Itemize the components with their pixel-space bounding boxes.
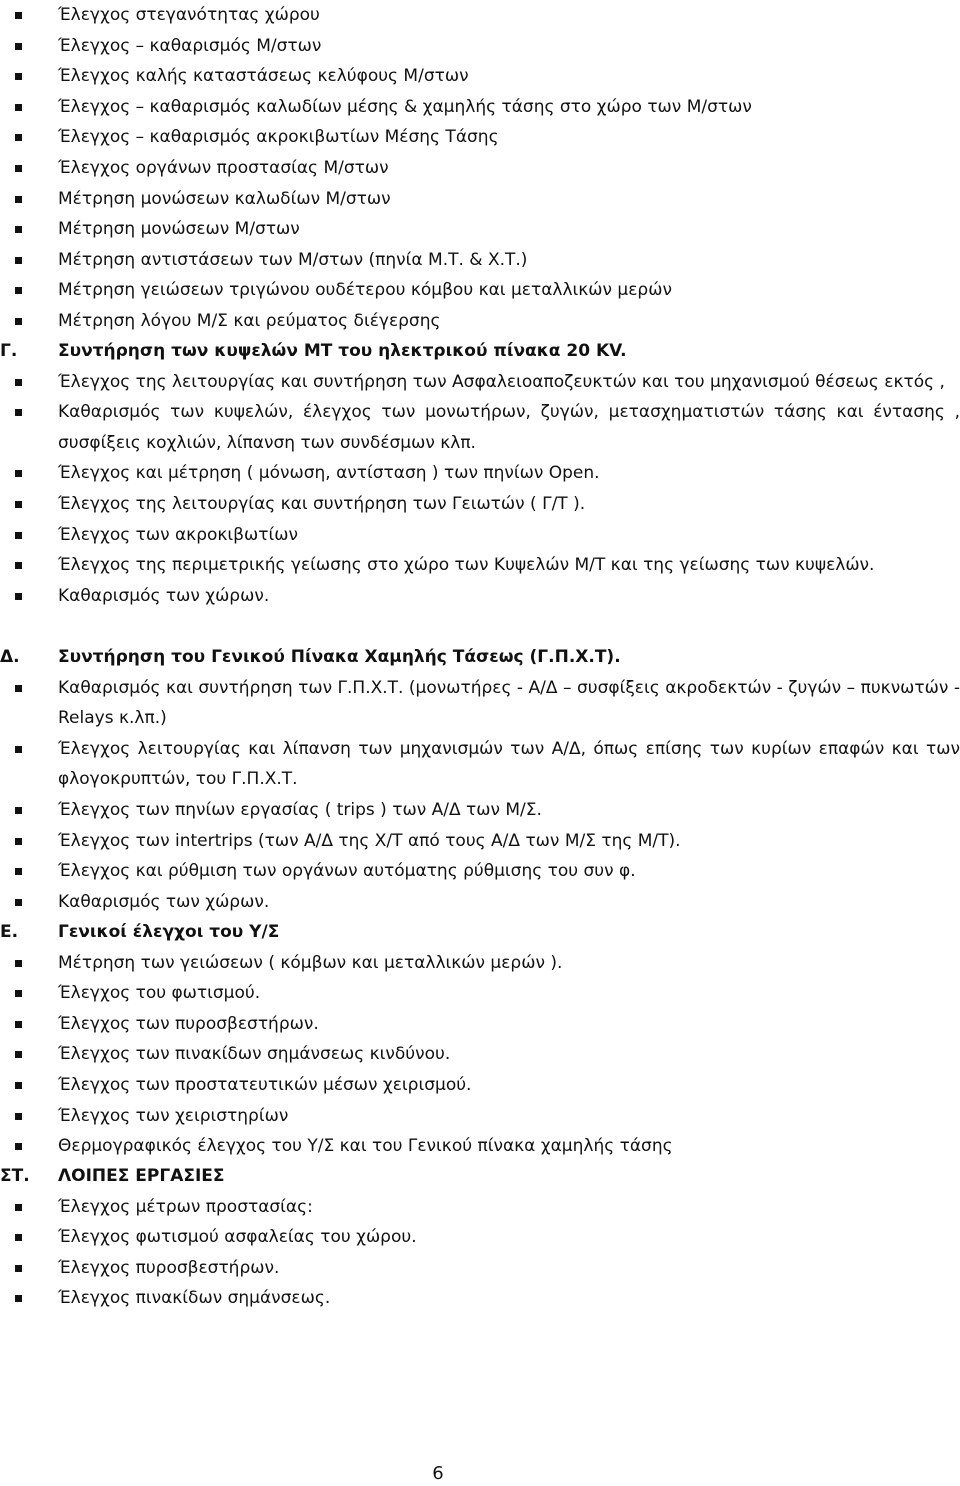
section-heading: [0, 642, 960, 673]
list-item: Έλεγχος στεγανότητας χώρου: [0, 0, 960, 31]
square-bullet-icon: [15, 838, 22, 845]
list-item: Μέτρηση γειώσεων τριγώνου ουδέτερου κόμβου και μεταλλικών μερών: [0, 275, 960, 306]
list-item: Έλεγχος λειτουργίας και λίπανση των μηχανισμών των Α/Δ, όπως επίσης των κυρίων επαφών και των φλογοκρυπτών, του Γ.Π.Χ.Τ.: [0, 734, 960, 795]
square-bullet-icon: [15, 165, 22, 172]
square-bullet-icon: [15, 1265, 22, 1272]
list-item: Έλεγχος πυροσβεστήρων.: [0, 1253, 960, 1284]
list-item: Έλεγχος πινακίδων σημάνσεως.: [0, 1283, 960, 1314]
section-title: Συντήρηση των κυψελών ΜΤ του ηλεκτρικού πίνακα 20 KV.: [58, 341, 627, 361]
square-bullet-icon: [15, 73, 22, 80]
maintenance-list-transformers: [0, 0, 960, 337]
list-item: Μέτρηση μονώσεων καλωδίων Μ/στων: [0, 184, 960, 215]
square-bullet-icon: [15, 868, 22, 875]
square-bullet-icon: [15, 501, 22, 508]
square-bullet-icon: [15, 685, 22, 692]
list-item: Καθαρισμός των χώρων.: [0, 887, 960, 918]
list-item: Καθαρισμός των κυψελών, έλεγχος των μονωτήρων, ζυγών, μετασχηματιστών τάσης και έντασης , συσφίξεις κοχλιών, λίπανση των συνδέσμων κλπ.: [0, 397, 960, 458]
square-bullet-icon: [15, 1082, 22, 1089]
square-bullet-icon: [15, 1234, 22, 1241]
list-item: Έλεγχος του φωτισμού.: [0, 978, 960, 1009]
square-bullet-icon: [15, 960, 22, 967]
list-item: Έλεγχος – καθαρισμός ακροκιβωτίων Μέσης Τάσης: [0, 122, 960, 153]
list-item: Καθαρισμός των χώρων.: [0, 581, 960, 612]
list-item: Μέτρηση αντιστάσεων των Μ/στων (πηνία Μ.Τ. & Χ.Τ.): [0, 245, 960, 276]
square-bullet-icon: [15, 532, 22, 539]
square-bullet-icon: [15, 807, 22, 814]
list-item: Μέτρηση λόγου Μ/Σ και ρεύματος διέγερσης: [0, 306, 960, 337]
square-bullet-icon: [15, 104, 22, 111]
square-bullet-icon: [15, 257, 22, 264]
section-st: [0, 1161, 960, 1314]
list-item: Έλεγχος των χειριστηρίων: [0, 1101, 960, 1132]
list-item: Έλεγχος – καθαρισμός Μ/στων: [0, 31, 960, 62]
square-bullet-icon: [15, 1295, 22, 1302]
list-item: Έλεγχος και μέτρηση ( μόνωση, αντίσταση ) των πηνίων Open.: [0, 458, 960, 489]
list-item: Μέτρηση των γειώσεων ( κόμβων και μεταλλικών μερών ).: [0, 948, 960, 979]
square-bullet-icon: [15, 12, 22, 19]
square-bullet-icon: [15, 1204, 22, 1211]
section-title: ΛΟΙΠΕΣ ΕΡΓΑΣΙΕΣ: [58, 1166, 225, 1186]
square-bullet-icon: [15, 226, 22, 233]
section-letter: Ε.: [0, 922, 19, 942]
list-item: Έλεγχος μέτρων προστασίας:: [0, 1192, 960, 1223]
section-letter: Γ.: [0, 341, 18, 361]
list-item: Έλεγχος καλής καταστάσεως κελύφους Μ/στων: [0, 61, 960, 92]
square-bullet-icon: [15, 470, 22, 477]
section-title: Συντήρηση του Γενικού Πίνακα Χαμηλής Τάσεως (Γ.Π.Χ.Τ).: [58, 647, 621, 667]
list-item: Θερμογραφικός έλεγχος του Υ/Σ και του Γενικού πίνακα χαμηλής τάσης: [0, 1131, 960, 1162]
section-letter: Δ.: [0, 647, 20, 667]
list-item: Έλεγχος οργάνων προστασίας Μ/στων: [0, 153, 960, 184]
list-item: Έλεγχος φωτισμού ασφαλείας του χώρου.: [0, 1222, 960, 1253]
list-item: Έλεγχος των intertrips (των Α/Δ της Χ/Τ από τους Α/Δ των Μ/Σ της Μ/Τ).: [0, 826, 960, 857]
list-item: Έλεγχος και ρύθμιση των οργάνων αυτόματης ρύθμισης του συν φ.: [0, 856, 960, 887]
section-heading: [0, 1161, 960, 1192]
list-item: Έλεγχος των ακροκιβωτίων: [0, 520, 960, 551]
section-title: Γενικοί έλεγχοι του Υ/Σ: [58, 922, 280, 942]
list-item: Έλεγχος των πινακίδων σημάνσεως κινδύνου.: [0, 1039, 960, 1070]
page-number: 6: [432, 1463, 444, 1484]
square-bullet-icon: [15, 1113, 22, 1120]
square-bullet-icon: [15, 746, 22, 753]
square-bullet-icon: [15, 593, 22, 600]
list-item: Έλεγχος των προστατευτικών μέσων χειρισμού.: [0, 1070, 960, 1101]
list-item: Έλεγχος της λειτουργίας και συντήρηση των Ασφαλειοαποζευκτών και του μηχανισμού θέσεως εκτός ,: [0, 367, 960, 398]
section-e: [0, 917, 960, 1162]
square-bullet-icon: [15, 43, 22, 50]
square-bullet-icon: [15, 379, 22, 386]
square-bullet-icon: [15, 318, 22, 325]
list-item: Έλεγχος – καθαρισμός καλωδίων μέσης & χαμηλής τάσης στο χώρο των Μ/στων: [0, 92, 960, 123]
square-bullet-icon: [15, 134, 22, 141]
section-d: [0, 642, 960, 917]
section-g: [0, 336, 960, 611]
square-bullet-icon: [15, 287, 22, 294]
square-bullet-icon: [15, 1021, 22, 1028]
square-bullet-icon: [15, 899, 22, 906]
section-heading: [0, 917, 960, 948]
square-bullet-icon: [15, 990, 22, 997]
list-item: Έλεγχος των πυροσβεστήρων.: [0, 1009, 960, 1040]
list-item: Έλεγχος της περιμετρικής γείωσης στο χώρο των Κυψελών Μ/Τ και της γείωσης των κυψελών.: [0, 550, 960, 581]
square-bullet-icon: [15, 409, 22, 416]
section-letter: ΣΤ.: [0, 1166, 30, 1186]
list-item: Έλεγχος των πηνίων εργασίας ( trips ) των Α/Δ των Μ/Σ.: [0, 795, 960, 826]
list-item: Μέτρηση μονώσεων Μ/στων: [0, 214, 960, 245]
list-item: Καθαρισμός και συντήρηση των Γ.Π.Χ.Τ. (μονωτήρες - Α/Δ – συσφίξεις ακροδεκτών - ζυγών – πυκνωτών - Relays κ.λπ.): [0, 673, 960, 734]
section-heading: [0, 336, 960, 367]
square-bullet-icon: [15, 1051, 22, 1058]
square-bullet-icon: [15, 1143, 22, 1150]
square-bullet-icon: [15, 196, 22, 203]
list-item: Έλεγχος της λειτουργίας και συντήρηση των Γειωτών ( Γ/Τ ).: [0, 489, 960, 520]
square-bullet-icon: [15, 562, 22, 569]
